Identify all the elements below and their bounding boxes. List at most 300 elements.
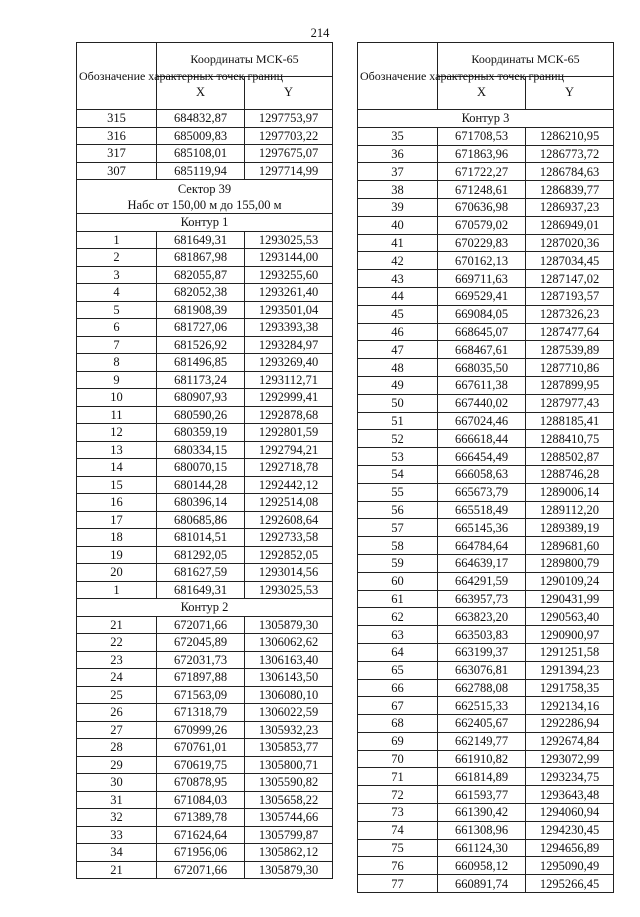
section-row xyxy=(358,110,614,128)
x-coordinate-cell: 672071,66 xyxy=(157,861,245,879)
point-number-cell: 19 xyxy=(77,546,157,564)
table-row xyxy=(77,651,333,669)
x-coordinate-cell: 661593,77 xyxy=(438,786,526,804)
x-coordinate-cell: 666454,49 xyxy=(438,448,526,466)
point-number-cell: 52 xyxy=(358,430,438,448)
table-row xyxy=(358,608,614,626)
table-row xyxy=(358,679,614,697)
y-coordinate-cell: 1297675,07 xyxy=(245,145,333,163)
point-number-cell: 13 xyxy=(77,441,157,459)
x-coordinate-cell: 660958,12 xyxy=(438,857,526,875)
point-number-cell: 35 xyxy=(358,127,438,145)
point-number-cell: 20 xyxy=(77,564,157,582)
table-row xyxy=(358,554,614,572)
point-number-cell: 62 xyxy=(358,608,438,626)
x-coordinate-cell: 681727,06 xyxy=(157,319,245,337)
y-coordinate-cell: 1293284,97 xyxy=(245,336,333,354)
point-number-cell: 48 xyxy=(358,359,438,377)
point-number-cell: 18 xyxy=(77,529,157,547)
point-number-cell: 56 xyxy=(358,501,438,519)
x-coordinate-cell: 671722,27 xyxy=(438,163,526,181)
y-coordinate-cell: 1294230,45 xyxy=(526,821,614,839)
x-coordinate-cell: 681014,51 xyxy=(157,529,245,547)
point-number-cell: 25 xyxy=(77,686,157,704)
y-coordinate-cell: 1286839,77 xyxy=(526,181,614,199)
x-coordinate-cell: 668467,61 xyxy=(438,341,526,359)
y-coordinate-cell: 1292733,58 xyxy=(245,529,333,547)
y-coordinate-cell: 1292442,12 xyxy=(245,476,333,494)
x-coordinate-cell: 663503,83 xyxy=(438,626,526,644)
x-coordinate-cell: 668645,07 xyxy=(438,323,526,341)
table-row xyxy=(358,216,614,234)
table-row xyxy=(358,270,614,288)
y-coordinate-cell: 1293269,40 xyxy=(245,354,333,372)
y-coordinate-cell: 1305658,22 xyxy=(245,791,333,809)
x-coordinate-cell: 670162,13 xyxy=(438,252,526,270)
section-subtitle-line: Набс от 150,00 м до 155,00 м xyxy=(127,197,282,212)
y-coordinate-cell: 1293255,60 xyxy=(245,266,333,284)
table-row xyxy=(358,145,614,163)
y-coordinate-cell: 1286210,95 xyxy=(526,127,614,145)
x-coordinate-cell: 681292,05 xyxy=(157,546,245,564)
y-coordinate-cell: 1306143,50 xyxy=(245,669,333,687)
y-coordinate-cell: 1306022,59 xyxy=(245,704,333,722)
table-row xyxy=(358,661,614,679)
header-points-label: Обозначение характерных точек границ xyxy=(358,43,438,110)
table-row xyxy=(77,634,333,652)
point-number-cell: 58 xyxy=(358,537,438,555)
table-row xyxy=(358,875,614,893)
point-number-cell: 14 xyxy=(77,459,157,477)
x-coordinate-cell: 666058,63 xyxy=(438,465,526,483)
point-number-cell: 29 xyxy=(77,756,157,774)
x-coordinate-cell: 680144,28 xyxy=(157,476,245,494)
table-row xyxy=(77,581,333,599)
y-coordinate-cell: 1292286,94 xyxy=(526,715,614,733)
y-coordinate-cell: 1292514,08 xyxy=(245,494,333,512)
y-coordinate-cell: 1297714,99 xyxy=(245,162,333,180)
point-number-cell: 23 xyxy=(77,651,157,669)
x-coordinate-cell: 681908,39 xyxy=(157,301,245,319)
point-number-cell: 64 xyxy=(358,643,438,661)
y-coordinate-cell: 1288746,28 xyxy=(526,465,614,483)
x-coordinate-cell: 670999,26 xyxy=(157,721,245,739)
y-coordinate-cell: 1289006,14 xyxy=(526,483,614,501)
table-row xyxy=(77,424,333,442)
y-coordinate-cell: 1292718,78 xyxy=(245,459,333,477)
y-coordinate-cell: 1289800,79 xyxy=(526,554,614,572)
x-coordinate-cell: 669084,05 xyxy=(438,305,526,323)
x-coordinate-cell: 661910,82 xyxy=(438,750,526,768)
point-number-cell: 7 xyxy=(77,336,157,354)
table-row xyxy=(77,127,333,145)
y-coordinate-cell: 1295266,45 xyxy=(526,875,614,893)
point-number-cell: 66 xyxy=(358,679,438,697)
point-number-cell: 53 xyxy=(358,448,438,466)
y-coordinate-cell: 1286784,63 xyxy=(526,163,614,181)
y-coordinate-cell: 1294060,94 xyxy=(526,804,614,822)
table-row xyxy=(358,519,614,537)
table-row xyxy=(358,697,614,715)
x-coordinate-cell: 681867,98 xyxy=(157,249,245,267)
section-title-line: Контур 2 xyxy=(180,600,229,615)
point-number-cell: 54 xyxy=(358,465,438,483)
coordinates-table-left xyxy=(76,42,333,879)
x-coordinate-cell: 680685,86 xyxy=(157,511,245,529)
y-coordinate-cell: 1293112,71 xyxy=(245,371,333,389)
point-number-cell: 43 xyxy=(358,270,438,288)
point-number-cell: 26 xyxy=(77,704,157,722)
section-title-line: Сектор 39 xyxy=(177,181,232,196)
y-coordinate-cell: 1289389,19 xyxy=(526,519,614,537)
table-row xyxy=(77,389,333,407)
y-coordinate-cell: 1289681,60 xyxy=(526,537,614,555)
point-number-cell: 41 xyxy=(358,234,438,252)
table-row xyxy=(77,354,333,372)
table-row xyxy=(358,198,614,216)
table-row xyxy=(358,590,614,608)
y-coordinate-cell: 1293261,40 xyxy=(245,284,333,302)
header-points-label: Обозначение характерных точек границ xyxy=(77,43,157,110)
table-row xyxy=(77,844,333,862)
point-number-cell: 38 xyxy=(358,181,438,199)
point-number-cell: 15 xyxy=(77,476,157,494)
point-number-cell: 44 xyxy=(358,287,438,305)
table-row xyxy=(358,412,614,430)
table-row xyxy=(358,287,614,305)
section-title-line: Контур 1 xyxy=(180,215,229,230)
x-coordinate-cell: 680359,19 xyxy=(157,424,245,442)
y-coordinate-cell: 1297703,22 xyxy=(245,127,333,145)
point-number-cell: 34 xyxy=(77,844,157,862)
page-number: 214 xyxy=(310,26,330,40)
point-number-cell: 67 xyxy=(358,697,438,715)
x-coordinate-cell: 685119,94 xyxy=(157,162,245,180)
point-number-cell: 47 xyxy=(358,341,438,359)
x-coordinate-cell: 665518,49 xyxy=(438,501,526,519)
table-row xyxy=(358,821,614,839)
x-coordinate-cell: 671863,96 xyxy=(438,145,526,163)
point-number-cell: 74 xyxy=(358,821,438,839)
x-coordinate-cell: 671318,79 xyxy=(157,704,245,722)
table-row xyxy=(77,336,333,354)
table-row xyxy=(358,786,614,804)
table-row xyxy=(77,494,333,512)
x-coordinate-cell: 671956,06 xyxy=(157,844,245,862)
table-row xyxy=(358,394,614,412)
y-coordinate-cell: 1294656,89 xyxy=(526,839,614,857)
point-number-cell: 9 xyxy=(77,371,157,389)
table-row xyxy=(358,501,614,519)
y-coordinate-cell: 1293025,53 xyxy=(245,581,333,599)
y-coordinate-cell: 1286949,01 xyxy=(526,216,614,234)
point-number-cell: 1 xyxy=(77,231,157,249)
point-number-cell: 16 xyxy=(77,494,157,512)
point-number-cell: 39 xyxy=(358,198,438,216)
point-number-cell: 72 xyxy=(358,786,438,804)
y-coordinate-cell: 1293025,53 xyxy=(245,231,333,249)
x-coordinate-cell: 662788,08 xyxy=(438,679,526,697)
x-coordinate-cell: 671563,09 xyxy=(157,686,245,704)
point-number-cell: 17 xyxy=(77,511,157,529)
y-coordinate-cell: 1287977,43 xyxy=(526,394,614,412)
point-number-cell: 45 xyxy=(358,305,438,323)
x-coordinate-cell: 685009,83 xyxy=(157,127,245,145)
section-title xyxy=(77,214,333,232)
x-coordinate-cell: 671084,03 xyxy=(157,791,245,809)
x-coordinate-cell: 670878,95 xyxy=(157,774,245,792)
table-row xyxy=(358,376,614,394)
y-coordinate-cell: 1292878,68 xyxy=(245,406,333,424)
table-row xyxy=(358,234,614,252)
table-row xyxy=(77,371,333,389)
section-title-line: Контур 3 xyxy=(461,111,510,126)
point-number-cell: 69 xyxy=(358,732,438,750)
point-number-cell: 30 xyxy=(77,774,157,792)
x-coordinate-cell: 681526,92 xyxy=(157,336,245,354)
x-coordinate-cell: 680907,93 xyxy=(157,389,245,407)
table-row xyxy=(358,750,614,768)
table-row xyxy=(358,732,614,750)
point-number-cell: 55 xyxy=(358,483,438,501)
table-row xyxy=(358,465,614,483)
point-number-cell: 37 xyxy=(358,163,438,181)
point-number-cell: 24 xyxy=(77,669,157,687)
x-coordinate-cell: 684832,87 xyxy=(157,110,245,128)
y-coordinate-cell: 1287193,57 xyxy=(526,287,614,305)
header-coords-label: Координаты МСК-65 xyxy=(438,43,614,77)
x-coordinate-cell: 662405,67 xyxy=(438,715,526,733)
x-coordinate-cell: 661308,96 xyxy=(438,821,526,839)
point-number-cell: 3 xyxy=(77,266,157,284)
x-coordinate-cell: 667611,38 xyxy=(438,376,526,394)
x-coordinate-cell: 664639,17 xyxy=(438,554,526,572)
table-row xyxy=(77,511,333,529)
table-header xyxy=(77,43,333,110)
table-row xyxy=(77,704,333,722)
point-number-cell: 60 xyxy=(358,572,438,590)
point-number-cell: 31 xyxy=(77,791,157,809)
table-row xyxy=(77,284,333,302)
header-x-label: X xyxy=(157,76,245,110)
y-coordinate-cell: 1287147,02 xyxy=(526,270,614,288)
table-row xyxy=(77,162,333,180)
y-coordinate-cell: 1293014,56 xyxy=(245,564,333,582)
x-coordinate-cell: 661390,42 xyxy=(438,804,526,822)
table-row xyxy=(77,406,333,424)
point-number-cell: 50 xyxy=(358,394,438,412)
y-coordinate-cell: 1291758,35 xyxy=(526,679,614,697)
table-row xyxy=(358,572,614,590)
point-number-cell: 307 xyxy=(77,162,157,180)
section-row xyxy=(77,599,333,617)
x-coordinate-cell: 671897,88 xyxy=(157,669,245,687)
y-coordinate-cell: 1289112,20 xyxy=(526,501,614,519)
point-number-cell: 33 xyxy=(77,826,157,844)
x-coordinate-cell: 661124,30 xyxy=(438,839,526,857)
section-row xyxy=(77,180,333,214)
x-coordinate-cell: 671624,64 xyxy=(157,826,245,844)
table-row xyxy=(77,231,333,249)
y-coordinate-cell: 1297753,97 xyxy=(245,110,333,128)
section-title xyxy=(77,599,333,617)
x-coordinate-cell: 664291,59 xyxy=(438,572,526,590)
table-row xyxy=(77,791,333,809)
x-coordinate-cell: 662515,33 xyxy=(438,697,526,715)
x-coordinate-cell: 682055,87 xyxy=(157,266,245,284)
x-coordinate-cell: 662149,77 xyxy=(438,732,526,750)
table-row xyxy=(77,145,333,163)
y-coordinate-cell: 1305879,30 xyxy=(245,861,333,879)
x-coordinate-cell: 664784,64 xyxy=(438,537,526,555)
point-number-cell: 51 xyxy=(358,412,438,430)
point-number-cell: 315 xyxy=(77,110,157,128)
table-row xyxy=(77,319,333,337)
y-coordinate-cell: 1287020,36 xyxy=(526,234,614,252)
y-coordinate-cell: 1293234,75 xyxy=(526,768,614,786)
y-coordinate-cell: 1293501,04 xyxy=(245,301,333,319)
x-coordinate-cell: 681173,24 xyxy=(157,371,245,389)
y-coordinate-cell: 1295090,49 xyxy=(526,857,614,875)
table-row xyxy=(358,537,614,555)
table-row xyxy=(77,564,333,582)
point-number-cell: 63 xyxy=(358,626,438,644)
point-number-cell: 68 xyxy=(358,715,438,733)
y-coordinate-cell: 1288410,75 xyxy=(526,430,614,448)
header-coords-label: Координаты МСК-65 xyxy=(157,43,333,77)
point-number-cell: 27 xyxy=(77,721,157,739)
y-coordinate-cell: 1292674,84 xyxy=(526,732,614,750)
section-title xyxy=(358,110,614,128)
point-number-cell: 71 xyxy=(358,768,438,786)
table-row xyxy=(358,323,614,341)
table-body-right xyxy=(358,110,614,893)
x-coordinate-cell: 670761,01 xyxy=(157,739,245,757)
x-coordinate-cell: 663823,20 xyxy=(438,608,526,626)
table-body-left xyxy=(77,110,333,879)
table-row xyxy=(358,448,614,466)
y-coordinate-cell: 1305799,87 xyxy=(245,826,333,844)
y-coordinate-cell: 1287477,64 xyxy=(526,323,614,341)
x-coordinate-cell: 670229,83 xyxy=(438,234,526,252)
y-coordinate-cell: 1292852,05 xyxy=(245,546,333,564)
y-coordinate-cell: 1286937,23 xyxy=(526,198,614,216)
table-row xyxy=(358,163,614,181)
y-coordinate-cell: 1290563,40 xyxy=(526,608,614,626)
table-row xyxy=(358,430,614,448)
y-coordinate-cell: 1305932,23 xyxy=(245,721,333,739)
x-coordinate-cell: 672045,89 xyxy=(157,634,245,652)
y-coordinate-cell: 1287539,89 xyxy=(526,341,614,359)
x-coordinate-cell: 670579,02 xyxy=(438,216,526,234)
point-number-cell: 21 xyxy=(77,861,157,879)
table-row xyxy=(358,252,614,270)
table-row xyxy=(77,826,333,844)
y-coordinate-cell: 1290900,97 xyxy=(526,626,614,644)
table-row xyxy=(77,266,333,284)
y-coordinate-cell: 1293072,99 xyxy=(526,750,614,768)
x-coordinate-cell: 669711,63 xyxy=(438,270,526,288)
table-row xyxy=(358,768,614,786)
x-coordinate-cell: 672031,73 xyxy=(157,651,245,669)
point-number-cell: 61 xyxy=(358,590,438,608)
x-coordinate-cell: 670619,75 xyxy=(157,756,245,774)
table-row xyxy=(77,669,333,687)
point-number-cell: 75 xyxy=(358,839,438,857)
point-number-cell: 59 xyxy=(358,554,438,572)
x-coordinate-cell: 667024,46 xyxy=(438,412,526,430)
x-coordinate-cell: 681649,31 xyxy=(157,581,245,599)
point-number-cell: 11 xyxy=(77,406,157,424)
table-row xyxy=(77,459,333,477)
point-number-cell: 5 xyxy=(77,301,157,319)
header-y-label: Y xyxy=(526,76,614,110)
point-number-cell: 2 xyxy=(77,249,157,267)
y-coordinate-cell: 1287326,23 xyxy=(526,305,614,323)
table-row xyxy=(77,476,333,494)
table-row xyxy=(358,839,614,857)
table-row xyxy=(358,626,614,644)
x-coordinate-cell: 681627,59 xyxy=(157,564,245,582)
point-number-cell: 36 xyxy=(358,145,438,163)
y-coordinate-cell: 1306163,40 xyxy=(245,651,333,669)
x-coordinate-cell: 667440,02 xyxy=(438,394,526,412)
point-number-cell: 21 xyxy=(77,616,157,634)
y-coordinate-cell: 1305879,30 xyxy=(245,616,333,634)
y-coordinate-cell: 1306080,10 xyxy=(245,686,333,704)
table-row xyxy=(77,301,333,319)
y-coordinate-cell: 1288502,87 xyxy=(526,448,614,466)
x-coordinate-cell: 681496,85 xyxy=(157,354,245,372)
y-coordinate-cell: 1292801,59 xyxy=(245,424,333,442)
y-coordinate-cell: 1291251,58 xyxy=(526,643,614,661)
table-row xyxy=(358,341,614,359)
x-coordinate-cell: 666618,44 xyxy=(438,430,526,448)
table-row xyxy=(77,721,333,739)
y-coordinate-cell: 1287710,86 xyxy=(526,359,614,377)
x-coordinate-cell: 685108,01 xyxy=(157,145,245,163)
x-coordinate-cell: 681649,31 xyxy=(157,231,245,249)
x-coordinate-cell: 663957,73 xyxy=(438,590,526,608)
table-row xyxy=(77,110,333,128)
point-number-cell: 73 xyxy=(358,804,438,822)
x-coordinate-cell: 668035,50 xyxy=(438,359,526,377)
y-coordinate-cell: 1290431,99 xyxy=(526,590,614,608)
table-row xyxy=(77,861,333,879)
table-row xyxy=(77,809,333,827)
x-coordinate-cell: 680590,26 xyxy=(157,406,245,424)
point-number-cell: 40 xyxy=(358,216,438,234)
point-number-cell: 28 xyxy=(77,739,157,757)
y-coordinate-cell: 1292134,16 xyxy=(526,697,614,715)
point-number-cell: 6 xyxy=(77,319,157,337)
table-header xyxy=(358,43,614,110)
section-row xyxy=(77,214,333,232)
y-coordinate-cell: 1305744,66 xyxy=(245,809,333,827)
y-coordinate-cell: 1293643,48 xyxy=(526,786,614,804)
table-row xyxy=(358,305,614,323)
y-coordinate-cell: 1290109,24 xyxy=(526,572,614,590)
y-coordinate-cell: 1287034,45 xyxy=(526,252,614,270)
point-number-cell: 42 xyxy=(358,252,438,270)
x-coordinate-cell: 660891,74 xyxy=(438,875,526,893)
table-row xyxy=(358,715,614,733)
point-number-cell: 49 xyxy=(358,376,438,394)
point-number-cell: 65 xyxy=(358,661,438,679)
x-coordinate-cell: 665673,79 xyxy=(438,483,526,501)
x-coordinate-cell: 663076,81 xyxy=(438,661,526,679)
y-coordinate-cell: 1291394,23 xyxy=(526,661,614,679)
